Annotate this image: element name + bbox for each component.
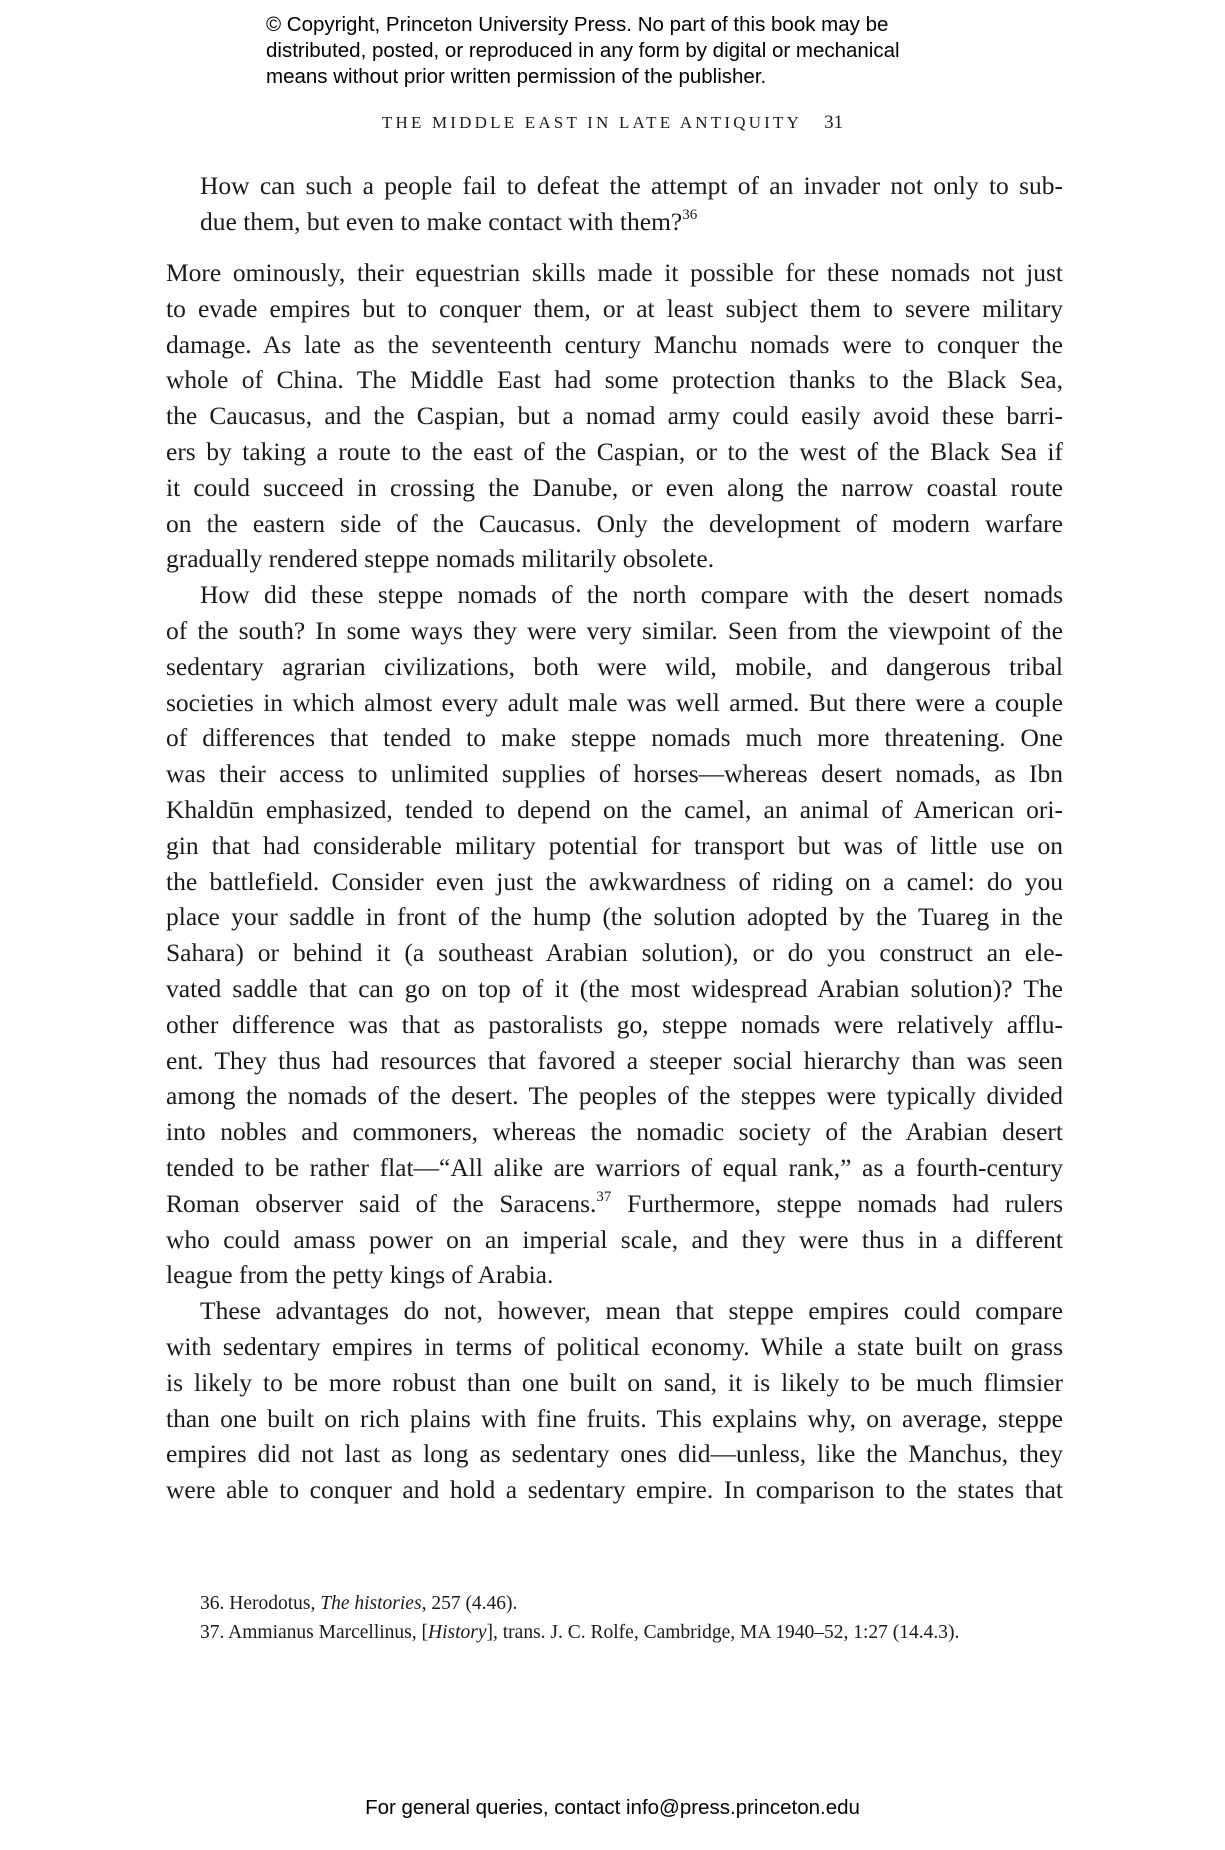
- paragraph: [166, 255, 1063, 577]
- running-head: [0, 112, 1225, 134]
- paragraph-line: tended to be rather flat—“All alike are warriors of equal rank,” as a fourth-century: [166, 1152, 1063, 1182]
- paragraph-line: How did these steppe nomads of the north compare with the desert nomads: [200, 580, 1063, 610]
- quote-line: How can such a people fail to defeat the attempt of an invader not only to sub-: [200, 171, 1063, 200]
- paragraph-end: [166, 1222, 1063, 1294]
- paragraph-line: is likely to be more robust than one built on sand, it is likely to be much flimsier: [166, 1367, 1063, 1397]
- footnote-text: , 257 (4.46).: [421, 1593, 518, 1614]
- paragraph-line: place your saddle in front of the hump (the solution adopted by the Tuareg in the: [166, 902, 1063, 932]
- running-head-title: THE MIDDLE EAST IN LATE ANTIQUITY: [381, 113, 803, 132]
- quote-text: due them, but even to make contact with them?: [200, 206, 683, 236]
- footer-contact: For general queries, contact info@press.princeton.edu: [365, 1796, 860, 1819]
- line-text: Roman observer said of the Saracens.: [166, 1188, 597, 1218]
- paragraph-line: among the nomads of the desert. The peoples of the steppes were typically divided: [166, 1081, 1063, 1111]
- paragraph-line: into nobles and commoners, whereas the nomadic society of the Arabian desert: [166, 1117, 1063, 1147]
- footnote-ref[interactable]: 37: [596, 1188, 612, 1205]
- body-text: [166, 255, 1063, 1508]
- paragraph-line: vated saddle that can go on top of it (the most widespread Arabian solution)? The: [166, 973, 1063, 1003]
- paragraph-line: More ominously, their equestrian skills made it possible for these nomads not just: [166, 258, 1063, 287]
- paragraph-line: Khaldūn emphasized, tended to depend on the camel, an animal of American ori-: [166, 794, 1063, 824]
- paragraph-line: ers by taking a route to the east of the Caspian, or to the west of the Black Sea if: [166, 436, 1063, 466]
- paragraph-line: to evade empires but to conquer them, or at least subject them to severe military: [166, 293, 1063, 323]
- quote-line: [166, 204, 1063, 240]
- paragraph-line: societies in which almost every adult male was well armed. But there were a couple: [166, 687, 1063, 717]
- paragraph-line: it could succeed in crossing the Danube, or even along the narrow coastal route: [166, 472, 1063, 502]
- paragraph-line: other difference was that as pastoralists go, steppe nomads were relatively afflu-: [166, 1009, 1063, 1039]
- paragraph-line: was their access to unlimited supplies of horses—whereas desert nomads, as Ibn: [166, 759, 1063, 789]
- footnote-text: ], trans. J. C. Rolfe, Cambridge, MA 1940–52, 1:27 (14.4.3).: [486, 1622, 960, 1643]
- paragraph-line: gin that had considerable military potential for transport but was of little use on: [166, 830, 1063, 860]
- paragraph-line: [166, 1186, 1063, 1222]
- paragraph-line: on the eastern side of the Caucasus. Only the development of modern warfare: [166, 508, 1063, 538]
- paragraph: [166, 1293, 1063, 1508]
- copyright-notice: [266, 12, 1006, 90]
- copyright-line: means without prior written permission of the publisher.: [266, 65, 767, 88]
- footnote-text: 36. Herodotus,: [200, 1593, 321, 1614]
- footnote-36: [200, 1589, 1060, 1618]
- paragraph: [166, 577, 1063, 1186]
- footnote-title: The histories: [320, 1593, 422, 1614]
- footnote-text: 37. Ammianus Marcellinus, [: [200, 1622, 429, 1643]
- paragraph-line: These advantages do not, however, mean that steppe empires could compare: [200, 1296, 1063, 1326]
- page-number: 31: [824, 112, 844, 133]
- paragraph-line: of the south? In some ways they were very similar. Seen from the viewpoint of the: [166, 615, 1063, 645]
- paragraph-line: who could amass power on an imperial scale, and they were thus in a different: [166, 1224, 1063, 1254]
- footnote-title: History: [428, 1622, 487, 1643]
- paragraph-line: empires did not last as long as sedentary ones did—unless, like the Manchus, they: [166, 1439, 1063, 1469]
- block-quote: [166, 168, 1063, 240]
- copyright-line: © Copyright, Princeton University Press. No part of this book may be: [266, 13, 889, 36]
- paragraph-line: whole of China. The Middle East had some protection thanks to the Black Sea,: [166, 365, 1063, 395]
- paragraph-line: with sedentary empires in terms of political economy. While a state built on grass: [166, 1331, 1063, 1361]
- line-text: Furthermore, steppe nomads had rulers: [611, 1188, 1064, 1218]
- paragraph-line: league from the petty kings of Arabia.: [166, 1260, 554, 1290]
- footnotes: [200, 1589, 1060, 1647]
- footnote-ref[interactable]: 36: [682, 206, 698, 223]
- paragraph-line: were able to conquer and hold a sedentary empire. In comparison to the states that: [166, 1475, 1063, 1505]
- footnote-37: [200, 1618, 1060, 1647]
- paragraph-line: damage. As late as the seventeenth century Manchu nomads were to conquer the: [166, 329, 1063, 359]
- paragraph-line: than one built on rich plains with fine fruits. This explains why, on average, steppe: [166, 1403, 1063, 1433]
- paragraph-line: sedentary agrarian civilizations, both were wild, mobile, and dangerous tribal: [166, 651, 1063, 681]
- paragraph-line: Sahara) or behind it (a southeast Arabian solution), or do you construct an ele-: [166, 938, 1063, 968]
- paragraph-line: the battlefield. Consider even just the awkwardness of riding on a camel: do you: [166, 866, 1063, 896]
- paragraph-line: ent. They thus had resources that favored a steeper social hierarchy than was seen: [166, 1045, 1063, 1075]
- copyright-line: distributed, posted, or reproduced in any form by digital or mechanical: [266, 39, 900, 62]
- paragraph-line: of differences that tended to make steppe nomads much more threatening. One: [166, 723, 1063, 753]
- paragraph-line: the Caucasus, and the Caspian, but a nomad army could easily avoid these barri-: [166, 401, 1063, 431]
- paragraph-line: gradually rendered steppe nomads militarily obsolete.: [166, 544, 715, 574]
